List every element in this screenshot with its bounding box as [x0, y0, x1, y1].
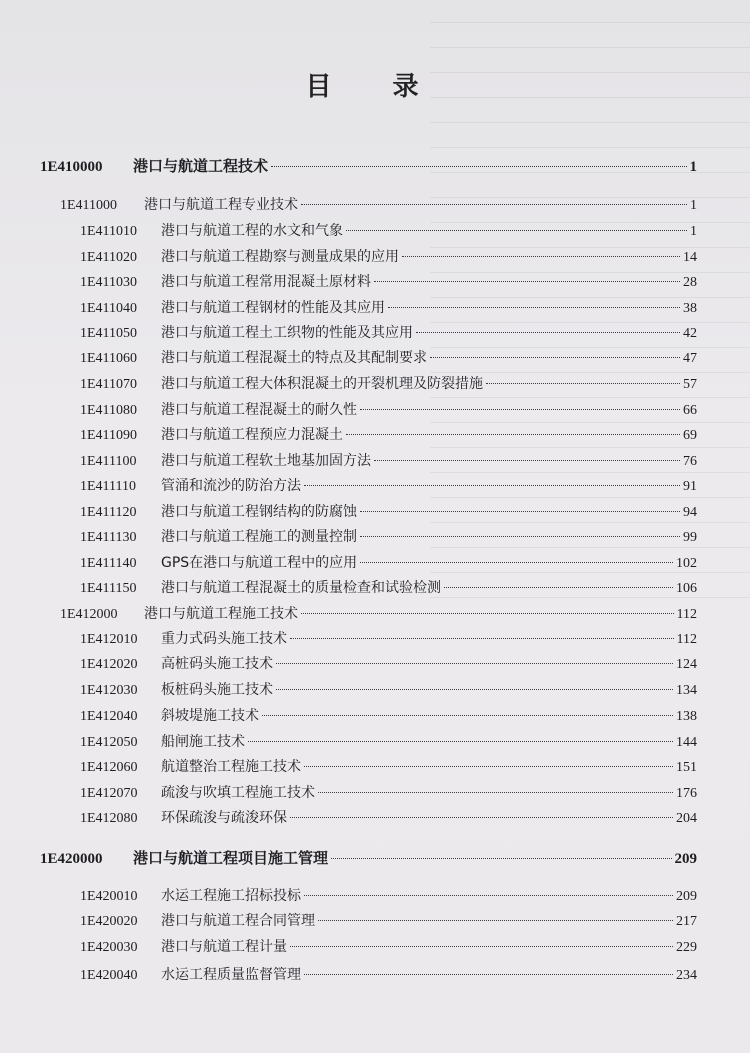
toc-entry[interactable]	[40, 847, 697, 868]
toc-entry-code: 1E420030	[80, 940, 138, 955]
toc-entry-page: 1	[689, 159, 697, 175]
toc-entry-title: 航道整治工程施工技术	[161, 759, 301, 775]
toc-entry-title: 水运工程施工招标投标	[161, 888, 301, 904]
toc-entry-page: 1	[690, 224, 697, 239]
toc-entry-page: 102	[676, 556, 697, 571]
toc-entry-page: 91	[683, 479, 697, 494]
toc-entry-code: 1E411090	[80, 428, 138, 443]
toc-entry-title: 港口与航道工程软土地基加固方法	[161, 453, 371, 469]
toc-entry[interactable]	[80, 297, 697, 317]
toc-entry-code: 1E412040	[80, 709, 138, 724]
toc-entry-page: 47	[683, 351, 697, 366]
toc-entry[interactable]	[80, 731, 697, 751]
page-title: 目 录	[305, 72, 445, 102]
toc-entry[interactable]	[80, 679, 697, 699]
dot-leader	[360, 511, 680, 512]
toc-entry[interactable]	[80, 373, 697, 393]
toc-entry-code: 1E412000	[60, 607, 118, 622]
dot-leader	[360, 562, 673, 563]
dot-leader	[301, 613, 674, 614]
toc-entry[interactable]	[80, 885, 697, 905]
dot-leader	[304, 974, 673, 975]
toc-entry-title: 港口与航道工程项目施工管理	[133, 849, 329, 867]
toc-entry-code: 1E411110	[80, 479, 136, 494]
toc-entry-code: 1E412080	[80, 811, 138, 826]
dot-leader	[486, 383, 680, 384]
dot-leader	[444, 587, 673, 588]
toc-entry-code: 1E411080	[80, 403, 138, 418]
dot-leader	[402, 256, 680, 257]
toc-entry[interactable]	[80, 782, 697, 802]
toc-entry-code: 1E412010	[80, 632, 138, 647]
dot-leader	[262, 715, 673, 716]
toc-entry-title: 港口与航道工程施工技术	[144, 606, 298, 622]
toc-entry-title: 疏浚与吹填工程施工技术	[161, 785, 315, 801]
toc-entry[interactable]	[80, 807, 697, 827]
dot-leader	[301, 204, 687, 205]
toc-entry-page: 209	[676, 889, 697, 904]
toc-entry-page: 151	[676, 760, 697, 775]
toc-entry-code: 1E410000	[40, 159, 103, 175]
dot-leader	[318, 920, 673, 921]
toc-entry-title: 港口与航道工程混凝土的耐久性	[161, 402, 357, 418]
toc-entry-page: 106	[676, 581, 697, 596]
toc-entry-page: 209	[674, 851, 697, 867]
toc-entry[interactable]	[80, 322, 697, 342]
toc-entry-page: 124	[676, 657, 697, 672]
toc-entry-title: 斜坡堤施工技术	[161, 708, 259, 724]
toc-entry-code: 1E420020	[80, 914, 138, 929]
toc-entry[interactable]	[80, 220, 697, 240]
toc-entry-page: 138	[676, 709, 697, 724]
toc-entry-page: 99	[683, 530, 697, 545]
toc-entry-title: 港口与航道工程常用混凝土原材料	[161, 274, 371, 290]
toc-entry-page: 28	[683, 275, 697, 290]
toc-entry-code: 1E411100	[80, 454, 137, 469]
toc-entry[interactable]	[80, 756, 697, 776]
toc-entry-title: 港口与航道工程钢结构的防腐蚀	[161, 504, 357, 520]
toc-entry-title: 环保疏浚与疏浚环保	[161, 810, 287, 826]
toc-entry[interactable]	[60, 194, 697, 214]
dot-leader	[290, 946, 673, 947]
toc-entry-page: 204	[676, 811, 697, 826]
toc-entry-page: 176	[676, 786, 697, 801]
toc-entry-title: 重力式码头施工技术	[161, 631, 287, 647]
toc-entry-code: 1E411070	[80, 377, 138, 392]
dot-leader	[374, 281, 680, 282]
toc-entry-page: 94	[683, 505, 697, 520]
toc-entry-page: 1	[690, 198, 697, 213]
toc-entry-page: 42	[683, 326, 697, 341]
toc-entry-page: 229	[676, 940, 697, 955]
toc-entry-title: 港口与航道工程混凝土的特点及其配制要求	[161, 350, 427, 366]
toc-entry-page: 57	[683, 377, 697, 392]
toc-entry-page: 134	[676, 683, 697, 698]
toc-entry[interactable]	[80, 910, 697, 930]
toc-entry-title: GPS在港口与航道工程中的应用	[161, 555, 358, 571]
toc-entry-code: 1E412020	[80, 657, 138, 672]
toc-entry[interactable]	[80, 628, 697, 648]
toc-entry-page: 38	[683, 301, 697, 316]
toc-entry-code: 1E420000	[40, 851, 103, 867]
toc-entry-code: 1E412030	[80, 683, 138, 698]
toc-entry-code: 1E411150	[80, 581, 137, 596]
toc-entry[interactable]	[80, 653, 697, 673]
dot-leader	[374, 460, 680, 461]
toc-entry-code: 1E411010	[80, 224, 138, 239]
toc-entry-page: 144	[676, 735, 697, 750]
toc-entry-code: 1E411140	[80, 556, 137, 571]
toc-entry[interactable]	[80, 526, 697, 546]
toc-entry[interactable]	[80, 705, 697, 725]
toc-entry-title: 港口与航道工程土工织物的性能及其应用	[161, 325, 413, 341]
toc-entry-title: 港口与航道工程的水文和气象	[161, 223, 343, 239]
toc-entry-title: 高桩码头施工技术	[161, 656, 273, 672]
dot-leader	[290, 817, 673, 818]
toc-entry-title: 港口与航道工程施工的测量控制	[161, 529, 357, 545]
toc-entry-code: 1E411020	[80, 250, 138, 265]
toc-entry-title: 港口与航道工程勘察与测量成果的应用	[161, 249, 399, 265]
dot-leader	[360, 536, 680, 537]
toc-entry[interactable]	[80, 450, 697, 470]
toc-entry-code: 1E412060	[80, 760, 138, 775]
toc-entry-code: 1E420040	[80, 968, 138, 983]
dot-leader	[271, 166, 686, 167]
toc-entry[interactable]	[80, 475, 697, 495]
toc-entry-page: 66	[683, 403, 697, 418]
toc-entry[interactable]	[40, 155, 697, 176]
toc-entry-title: 港口与航道工程预应力混凝土	[161, 427, 343, 443]
toc-entry-code: 1E411000	[60, 198, 118, 213]
dot-leader	[304, 766, 673, 767]
toc-entry-title: 港口与航道工程合同管理	[161, 913, 315, 929]
toc-entry-title: 管涌和流沙的防治方法	[161, 478, 301, 494]
toc-entry-code: 1E411120	[80, 505, 137, 520]
toc-entry[interactable]	[80, 552, 697, 572]
toc-entry[interactable]	[80, 424, 697, 444]
toc-entry-code: 1E412050	[80, 735, 138, 750]
toc-entry[interactable]	[80, 246, 697, 266]
toc-entry-title: 港口与航道工程专业技术	[144, 197, 298, 213]
toc-entry[interactable]	[80, 936, 697, 956]
dot-leader	[388, 307, 680, 308]
toc-entry-code: 1E411030	[80, 275, 138, 290]
dot-leader	[304, 485, 680, 486]
toc-entry-title: 港口与航道工程大体积混凝土的开裂机理及防裂措施	[161, 376, 483, 392]
toc-entry-code: 1E411060	[80, 351, 138, 366]
toc-entry[interactable]	[80, 271, 697, 291]
toc-entry-page: 234	[676, 968, 697, 983]
toc-entry[interactable]	[80, 501, 697, 521]
toc-entry-title: 港口与航道工程计量	[161, 939, 287, 955]
dot-leader	[331, 858, 671, 859]
toc-entry-code: 1E412070	[80, 786, 138, 801]
dot-leader	[290, 638, 674, 639]
dot-leader	[276, 689, 673, 690]
toc-entry-code: 1E411040	[80, 301, 138, 316]
toc-entry-page: 76	[683, 454, 697, 469]
toc-entry-title: 港口与航道工程钢材的性能及其应用	[161, 300, 385, 316]
toc-entry-code: 1E411050	[80, 326, 138, 341]
toc-entry-page: 217	[676, 914, 697, 929]
dot-leader	[304, 895, 673, 896]
toc-entry[interactable]	[60, 603, 697, 623]
toc-entry-title: 板桩码头施工技术	[161, 682, 273, 698]
dot-leader	[430, 357, 680, 358]
dot-leader	[416, 332, 680, 333]
toc-entry-page: 112	[676, 632, 697, 647]
toc-entry-page: 14	[683, 250, 697, 265]
dot-leader	[346, 230, 687, 231]
dot-leader	[346, 434, 680, 435]
toc-entry-title: 港口与航道工程混凝土的质量检查和试验检测	[161, 580, 441, 596]
toc-entry[interactable]	[80, 347, 697, 367]
toc-entry-title: 港口与航道工程技术	[133, 157, 269, 175]
toc-entry[interactable]	[80, 399, 697, 419]
toc-entry-code: 1E411130	[80, 530, 137, 545]
toc-entry[interactable]	[80, 577, 697, 597]
dot-leader	[276, 663, 673, 664]
toc-entry-page: 69	[683, 428, 697, 443]
toc-entry[interactable]	[80, 964, 697, 984]
toc-entry-title: 船闸施工技术	[161, 734, 245, 750]
dot-leader	[248, 741, 673, 742]
dot-leader	[360, 409, 680, 410]
toc-entry-page: 112	[676, 607, 697, 622]
dot-leader	[318, 792, 673, 793]
toc-entry-code: 1E420010	[80, 889, 138, 904]
toc-entry-title: 水运工程质量监督管理	[161, 967, 301, 983]
